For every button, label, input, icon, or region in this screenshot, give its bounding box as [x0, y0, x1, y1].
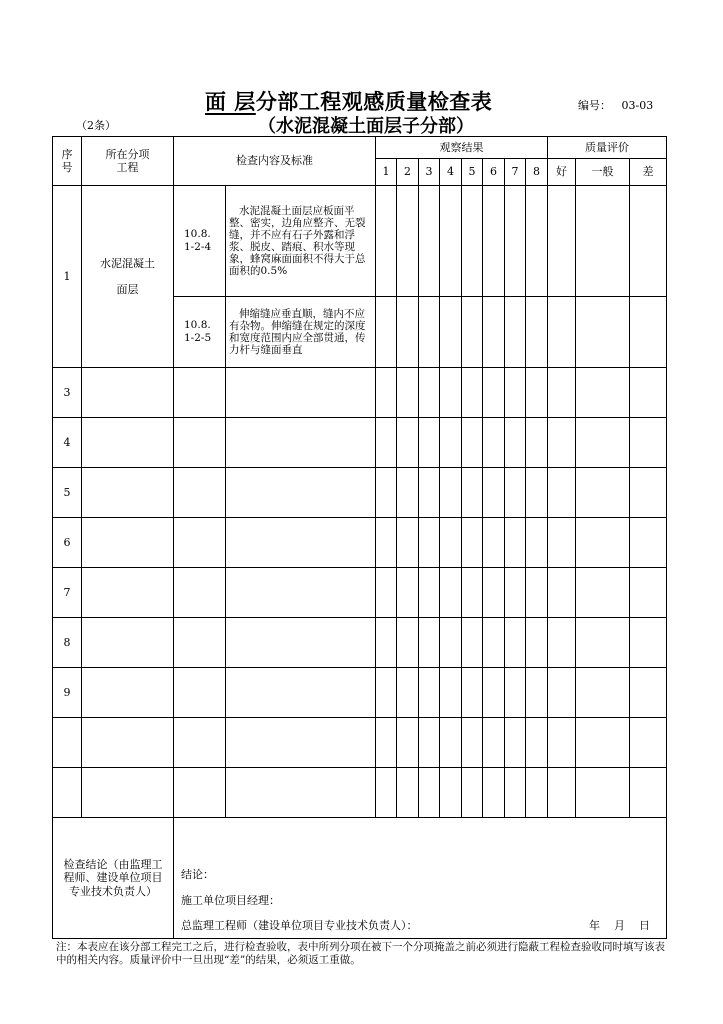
obs-cell[interactable]	[397, 418, 419, 468]
code-cell[interactable]	[174, 618, 226, 668]
obs-cell[interactable]	[376, 468, 397, 518]
obs-cell[interactable]	[397, 718, 419, 768]
obs-cell[interactable]	[440, 368, 462, 418]
code-cell[interactable]	[174, 518, 226, 568]
obs-col-6: 6	[483, 159, 505, 186]
quality-cell[interactable]	[548, 418, 576, 468]
table-row	[53, 468, 667, 518]
obs-cell[interactable]	[462, 468, 483, 518]
standard-cell[interactable]	[226, 768, 376, 818]
sub-item-cell[interactable]	[82, 418, 174, 468]
obs-cell[interactable]	[462, 518, 483, 568]
obs-cell[interactable]	[397, 768, 419, 818]
serial-label: 编号：	[578, 99, 611, 112]
obs-cell[interactable]	[397, 618, 419, 668]
conclusion-row	[53, 818, 667, 939]
standard-cell[interactable]	[226, 518, 376, 568]
quality-cell[interactable]	[576, 297, 630, 368]
date-day: 日	[639, 919, 650, 932]
obs-cell[interactable]	[376, 618, 397, 668]
quality-cell[interactable]	[630, 297, 667, 368]
obs-cell[interactable]	[440, 618, 462, 668]
obs-cell[interactable]	[462, 297, 483, 368]
obs-col-4: 4	[440, 159, 462, 186]
obs-cell[interactable]	[440, 186, 462, 297]
quality-cell[interactable]	[548, 186, 576, 297]
quality-cell[interactable]	[576, 418, 630, 468]
date-year: 年	[589, 919, 600, 932]
item1-sub-item: 水泥混凝土 面层	[82, 186, 174, 368]
obs-cell[interactable]	[376, 518, 397, 568]
obs-cell[interactable]	[526, 718, 548, 768]
conclusion-label: 检查结论（由监理工程师、建设单位项目专业技术负责人）	[53, 818, 174, 939]
quality-cell[interactable]	[576, 768, 630, 818]
obs-cell[interactable]	[419, 186, 440, 297]
obs-cell[interactable]	[376, 297, 397, 368]
quality-cell[interactable]	[630, 368, 667, 418]
obs-cell[interactable]	[526, 618, 548, 668]
quality-cell[interactable]	[576, 468, 630, 518]
quality-cell[interactable]	[630, 618, 667, 668]
obs-cell[interactable]	[397, 468, 419, 518]
quality-cell[interactable]	[630, 418, 667, 468]
standard-cell[interactable]	[226, 668, 376, 718]
obs-cell[interactable]	[419, 468, 440, 518]
standard-cell[interactable]	[226, 568, 376, 618]
row-no: 7	[53, 568, 82, 618]
standard-cell[interactable]	[226, 368, 376, 418]
quality-cell[interactable]	[630, 186, 667, 297]
obs-cell[interactable]	[526, 468, 548, 518]
manager-signature-label: 施工单位项目经理：	[181, 894, 280, 907]
obs-cell[interactable]	[483, 418, 505, 468]
quality-cell[interactable]	[630, 768, 667, 818]
obs-cell[interactable]	[483, 468, 505, 518]
item1b-code: 10.8.1-2-5	[174, 297, 226, 368]
obs-cell[interactable]	[462, 368, 483, 418]
obs-cell[interactable]	[376, 718, 397, 768]
obs-cell[interactable]	[419, 568, 440, 618]
code-cell[interactable]	[174, 368, 226, 418]
quality-average: 一般	[576, 159, 630, 186]
obs-cell[interactable]	[505, 668, 526, 718]
obs-cell[interactable]	[397, 368, 419, 418]
serial-value: 03-03	[621, 99, 654, 112]
code-cell[interactable]	[174, 668, 226, 718]
quality-cell[interactable]	[576, 518, 630, 568]
quality-good: 好	[548, 159, 576, 186]
obs-cell[interactable]	[505, 768, 526, 818]
obs-cell[interactable]	[483, 518, 505, 568]
obs-cell[interactable]	[397, 568, 419, 618]
inspection-table	[52, 136, 667, 939]
obs-cell[interactable]	[462, 618, 483, 668]
quality-cell[interactable]	[548, 668, 576, 718]
obs-col-5: 5	[462, 159, 483, 186]
table-row	[53, 618, 667, 668]
table-row	[53, 768, 667, 818]
conclusion-body[interactable]	[174, 818, 667, 939]
table-row	[53, 568, 667, 618]
row-no	[53, 718, 82, 768]
obs-cell[interactable]	[376, 186, 397, 297]
obs-cell[interactable]	[419, 668, 440, 718]
title-part-name: 面 层	[205, 89, 256, 114]
sub-item-cell[interactable]	[82, 618, 174, 668]
quality-cell[interactable]	[548, 568, 576, 618]
code-cell[interactable]	[174, 468, 226, 518]
obs-cell[interactable]	[440, 418, 462, 468]
row-no	[53, 768, 82, 818]
table-row	[53, 368, 667, 418]
obs-cell[interactable]	[462, 568, 483, 618]
standard-cell[interactable]	[226, 718, 376, 768]
code-cell[interactable]	[174, 418, 226, 468]
item1a-code: 10.8.1-2-4	[174, 186, 226, 297]
quality-cell[interactable]	[548, 468, 576, 518]
quality-cell[interactable]	[548, 297, 576, 368]
obs-cell[interactable]	[440, 768, 462, 818]
obs-cell[interactable]	[440, 718, 462, 768]
obs-cell[interactable]	[397, 186, 419, 297]
code-cell[interactable]	[174, 768, 226, 818]
quality-cell[interactable]	[548, 368, 576, 418]
standard-cell[interactable]	[226, 618, 376, 668]
obs-cell[interactable]	[419, 418, 440, 468]
code-cell[interactable]	[174, 568, 226, 618]
row-no: 9	[53, 668, 82, 718]
header-no: 序号	[53, 137, 82, 186]
obs-cell[interactable]	[376, 768, 397, 818]
obs-col-7: 7	[505, 159, 526, 186]
row-no: 5	[53, 468, 82, 518]
obs-cell[interactable]	[462, 768, 483, 818]
obs-cell[interactable]	[505, 418, 526, 468]
footer-note: 注：本表应在该分部工程完工之后，进行检查验收，表中所列分项在被下一个分项掩盖之前必须进行隐蔽工程检查验收同时填写该表中的相关内容。质量评价中一旦出现“差”的结果，必须返工重做。	[56, 941, 665, 967]
obs-cell[interactable]	[419, 618, 440, 668]
obs-cell[interactable]	[483, 718, 505, 768]
obs-cell[interactable]	[440, 668, 462, 718]
obs-cell[interactable]	[483, 368, 505, 418]
quality-cell[interactable]	[576, 618, 630, 668]
obs-cell[interactable]	[505, 568, 526, 618]
table-row	[53, 668, 667, 718]
obs-cell[interactable]	[505, 368, 526, 418]
obs-cell[interactable]	[419, 297, 440, 368]
obs-cell[interactable]	[505, 468, 526, 518]
obs-cell[interactable]	[440, 568, 462, 618]
obs-cell[interactable]	[483, 668, 505, 718]
quality-cell[interactable]	[576, 368, 630, 418]
quality-cell[interactable]	[630, 668, 667, 718]
obs-cell[interactable]	[440, 468, 462, 518]
header-check-content: 检查内容及标准	[174, 137, 376, 186]
obs-cell[interactable]	[440, 297, 462, 368]
obs-col-1: 1	[376, 159, 397, 186]
obs-cell[interactable]	[376, 568, 397, 618]
obs-cell[interactable]	[483, 186, 505, 297]
obs-cell[interactable]	[376, 668, 397, 718]
quality-cell[interactable]	[548, 768, 576, 818]
obs-cell[interactable]	[526, 568, 548, 618]
quality-cell[interactable]	[630, 518, 667, 568]
date-month: 月	[614, 919, 625, 932]
sub-item-cell[interactable]	[82, 468, 174, 518]
sub-item-cell[interactable]	[82, 518, 174, 568]
obs-cell[interactable]	[526, 297, 548, 368]
obs-cell[interactable]	[462, 718, 483, 768]
quality-cell[interactable]	[576, 718, 630, 768]
obs-cell[interactable]	[376, 368, 397, 418]
quality-cell[interactable]	[576, 186, 630, 297]
item1a-standard: 水泥混凝土面层应板面平整、密实，边角应整齐、无裂缝，并不应有石子外露和浮浆、脱皮、踏痕、积水等现象，蜂窝麻面面积不得大于总面积的0.5%	[226, 186, 376, 297]
obs-cell[interactable]	[462, 668, 483, 718]
standard-cell[interactable]	[226, 468, 376, 518]
quality-cell[interactable]	[630, 468, 667, 518]
conclusion-text-label: 结论：	[181, 868, 214, 881]
obs-cell[interactable]	[526, 518, 548, 568]
obs-cell[interactable]	[505, 718, 526, 768]
title-part-rest: 分部工程观感质量检查表	[255, 89, 493, 114]
quality-cell[interactable]	[630, 568, 667, 618]
obs-cell[interactable]	[419, 518, 440, 568]
obs-cell[interactable]	[505, 518, 526, 568]
obs-cell[interactable]	[505, 186, 526, 297]
obs-cell[interactable]	[526, 768, 548, 818]
supervisor-signature-label: 总监理工程师（建设单位项目专业技术负责人）：	[181, 919, 418, 932]
sub-item-cell[interactable]	[82, 568, 174, 618]
item-count-note: （2条）	[76, 119, 116, 132]
obs-cell[interactable]	[397, 518, 419, 568]
obs-cell[interactable]	[419, 768, 440, 818]
sub-item-cell[interactable]	[82, 668, 174, 718]
obs-cell[interactable]	[440, 518, 462, 568]
row-no: 8	[53, 618, 82, 668]
obs-col-2: 2	[397, 159, 419, 186]
sub-item-cell[interactable]	[82, 768, 174, 818]
obs-cell[interactable]	[462, 418, 483, 468]
header-quality: 质量评价	[548, 137, 667, 159]
code-cell[interactable]	[174, 718, 226, 768]
obs-cell[interactable]	[419, 368, 440, 418]
standard-cell[interactable]	[226, 418, 376, 468]
quality-cell[interactable]	[576, 568, 630, 618]
obs-col-3: 3	[419, 159, 440, 186]
header-sub-item: 所在分项工程	[82, 137, 174, 186]
obs-cell[interactable]	[462, 186, 483, 297]
obs-cell[interactable]	[526, 368, 548, 418]
obs-cell[interactable]	[419, 718, 440, 768]
obs-col-8: 8	[526, 159, 548, 186]
obs-cell[interactable]	[526, 186, 548, 297]
quality-poor: 差	[630, 159, 667, 186]
table-row	[53, 186, 667, 297]
serial-number	[578, 97, 653, 113]
item1b-standard: 伸缩缝应垂直顺，缝内不应有杂物。伸缩缝在规定的深度和宽度范围内应全部贯通，传力杆与缝面垂直	[226, 297, 376, 368]
obs-cell[interactable]	[483, 297, 505, 368]
obs-cell[interactable]	[397, 668, 419, 718]
table-row	[53, 418, 667, 468]
quality-cell[interactable]	[576, 668, 630, 718]
table-row	[53, 718, 667, 768]
item1-no: 1	[53, 186, 82, 368]
quality-cell[interactable]	[548, 618, 576, 668]
page-subtitle: （水泥混凝土面层子分部）	[258, 116, 474, 137]
row-no: 4	[53, 418, 82, 468]
sub-item-cell[interactable]	[82, 368, 174, 418]
obs-cell[interactable]	[505, 618, 526, 668]
row-no: 6	[53, 518, 82, 568]
header-observation: 观察结果	[376, 137, 548, 159]
obs-cell[interactable]	[376, 418, 397, 468]
row-no: 3	[53, 368, 82, 418]
table-row	[53, 518, 667, 568]
obs-cell[interactable]	[483, 568, 505, 618]
obs-cell[interactable]	[483, 768, 505, 818]
quality-cell[interactable]	[548, 718, 576, 768]
obs-cell[interactable]	[526, 418, 548, 468]
obs-cell[interactable]	[505, 297, 526, 368]
quality-cell[interactable]	[548, 518, 576, 568]
sub-item-cell[interactable]	[82, 718, 174, 768]
obs-cell[interactable]	[397, 297, 419, 368]
obs-cell[interactable]	[483, 618, 505, 668]
quality-cell[interactable]	[630, 718, 667, 768]
obs-cell[interactable]	[526, 668, 548, 718]
